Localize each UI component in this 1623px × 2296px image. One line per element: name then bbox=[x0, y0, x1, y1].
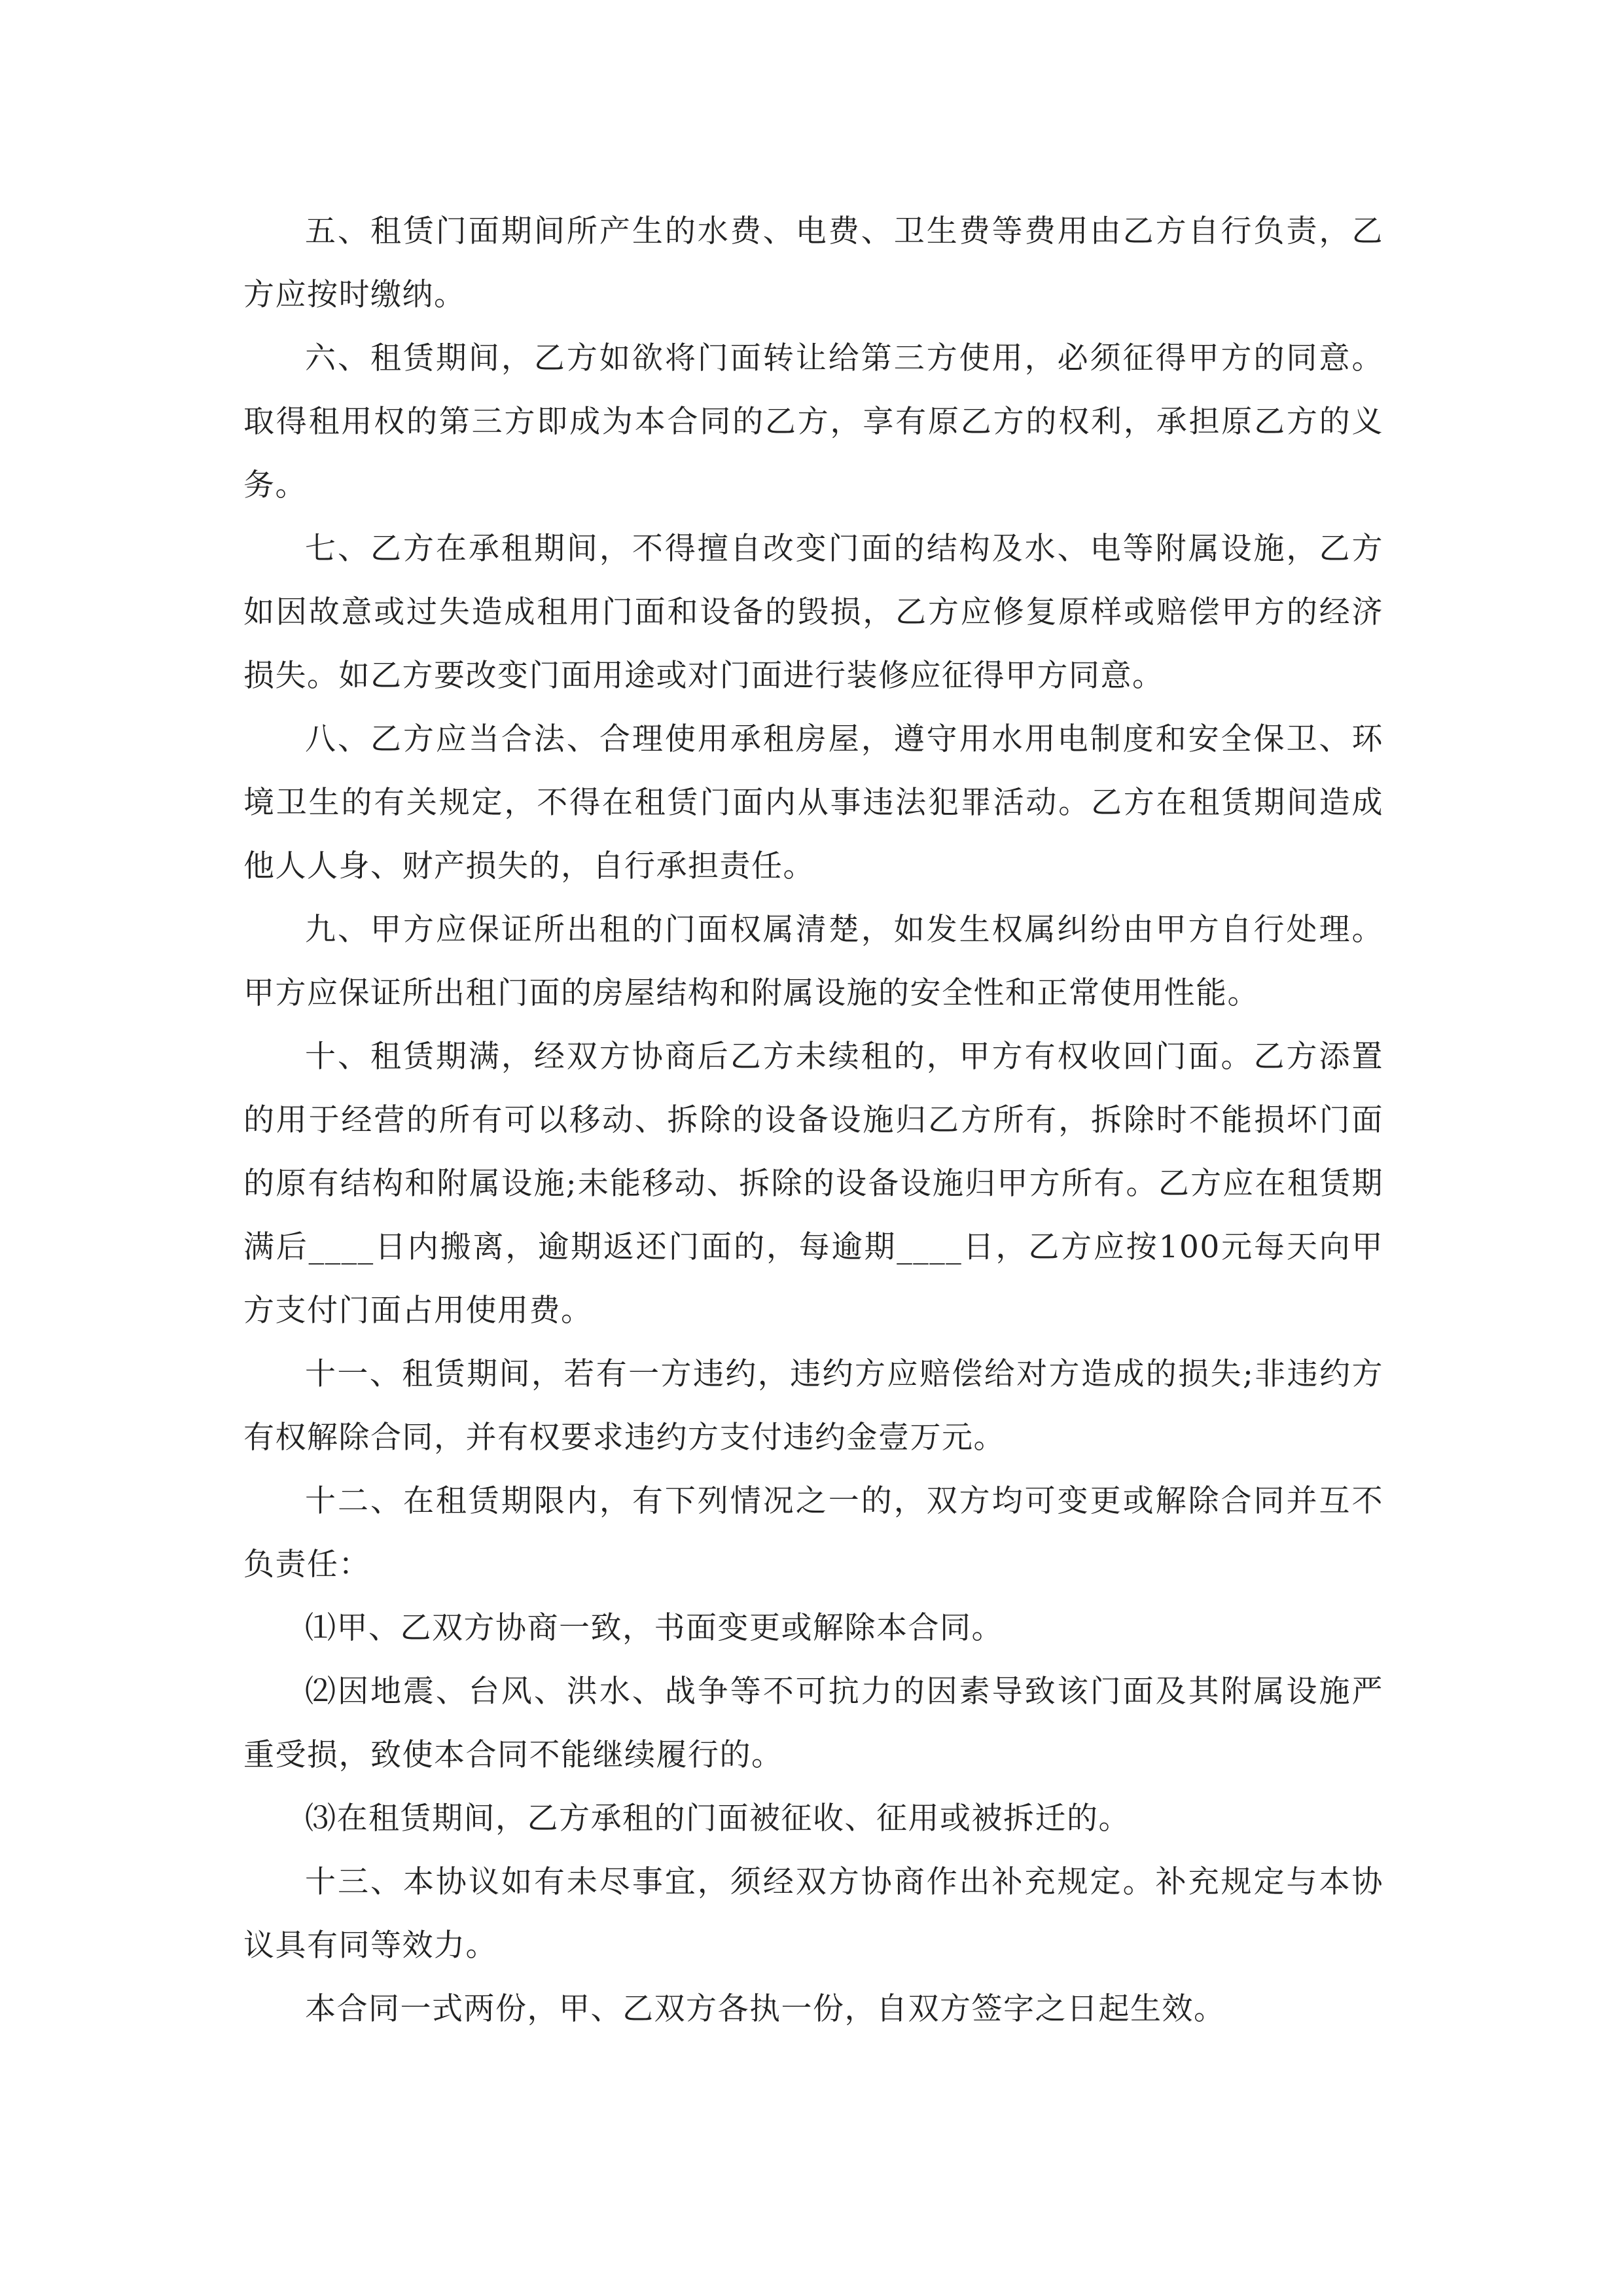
clause-6: 六、租赁期间，乙方如欲将门面转让给第三方使用，必须征得甲方的同意。取得租用权的第三方即成为本合同的乙方，享有原乙方的权利，承担原乙方的义务。 bbox=[243, 340, 1383, 503]
clause-10: 十、租赁期满，经双方协商后乙方未续租的，甲方有权收回门面。乙方添置的用于经营的所有可以移动、拆除的设备设施归乙方所有，拆除时不能损坏门面的原有结构和附属设施;未能移动、拆除的设备设施归甲方所有。乙方应在租赁期满后____日内搬离，逾期返还门面的，每逾期____日，乙方应按100元每天向甲方支付门面占用使用费。 bbox=[243, 1039, 1383, 1329]
clause-11: 十一、租赁期间，若有一方违约，违约方应赔偿给对方造成的损失;非违约方有权解除合同，并有权要求违约方支付违约金壹万元。 bbox=[243, 1356, 1383, 1456]
clause-12-item-2: ⑵因地震、台风、洪水、战争等不可抗力的因素导致该门面及其附属设施严重受损，致使本合同不能继续履行的。 bbox=[243, 1674, 1383, 1773]
clause-9: 九、甲方应保证所出租的门面权属清楚，如发生权属纠纷由甲方自行处理。甲方应保证所出租门面的房屋结构和附属设施的安全性和正常使用性能。 bbox=[243, 912, 1383, 1011]
clause-12-item-3: ⑶在租赁期间，乙方承租的门面被征收、征用或被拆迁的。 bbox=[305, 1801, 1130, 1837]
clause-8: 八、乙方应当合法、合理使用承租房屋，遵守用水用电制度和安全保卫、环境卫生的有关规定，不得在租赁门面内从事违法犯罪活动。乙方在租赁期间造成他人人身、财产损失的，自行承担责任。 bbox=[243, 721, 1383, 884]
clause-7: 七、乙方在承租期间，不得擅自改变门面的结构及水、电等附属设施，乙方如因故意或过失造成租用门面和设备的毁损，乙方应修复原样或赔偿甲方的经济损失。如乙方要改变门面用途或对门面进行装修应征得甲方同意。 bbox=[243, 531, 1383, 694]
contract-body bbox=[243, 200, 1383, 2041]
closing-statement: 本合同一式两份，甲、乙双方各执一份，自双方签字之日起生效。 bbox=[305, 1991, 1226, 2027]
clause-12: 十二、在租赁期限内，有下列情况之一的，双方均可变更或解除合同并互不负责任： bbox=[243, 1483, 1383, 1583]
clause-13: 十三、本协议如有未尽事宜，须经双方协商作出补充规定。补充规定与本协议具有同等效力。 bbox=[243, 1864, 1383, 1964]
clause-12-item-1: ⑴甲、乙双方协商一致，书面变更或解除本合同。 bbox=[305, 1610, 1003, 1646]
clause-5: 五、租赁门面期间所产生的水费、电费、卫生费等费用由乙方自行负责，乙方应按时缴纳。 bbox=[243, 213, 1383, 313]
